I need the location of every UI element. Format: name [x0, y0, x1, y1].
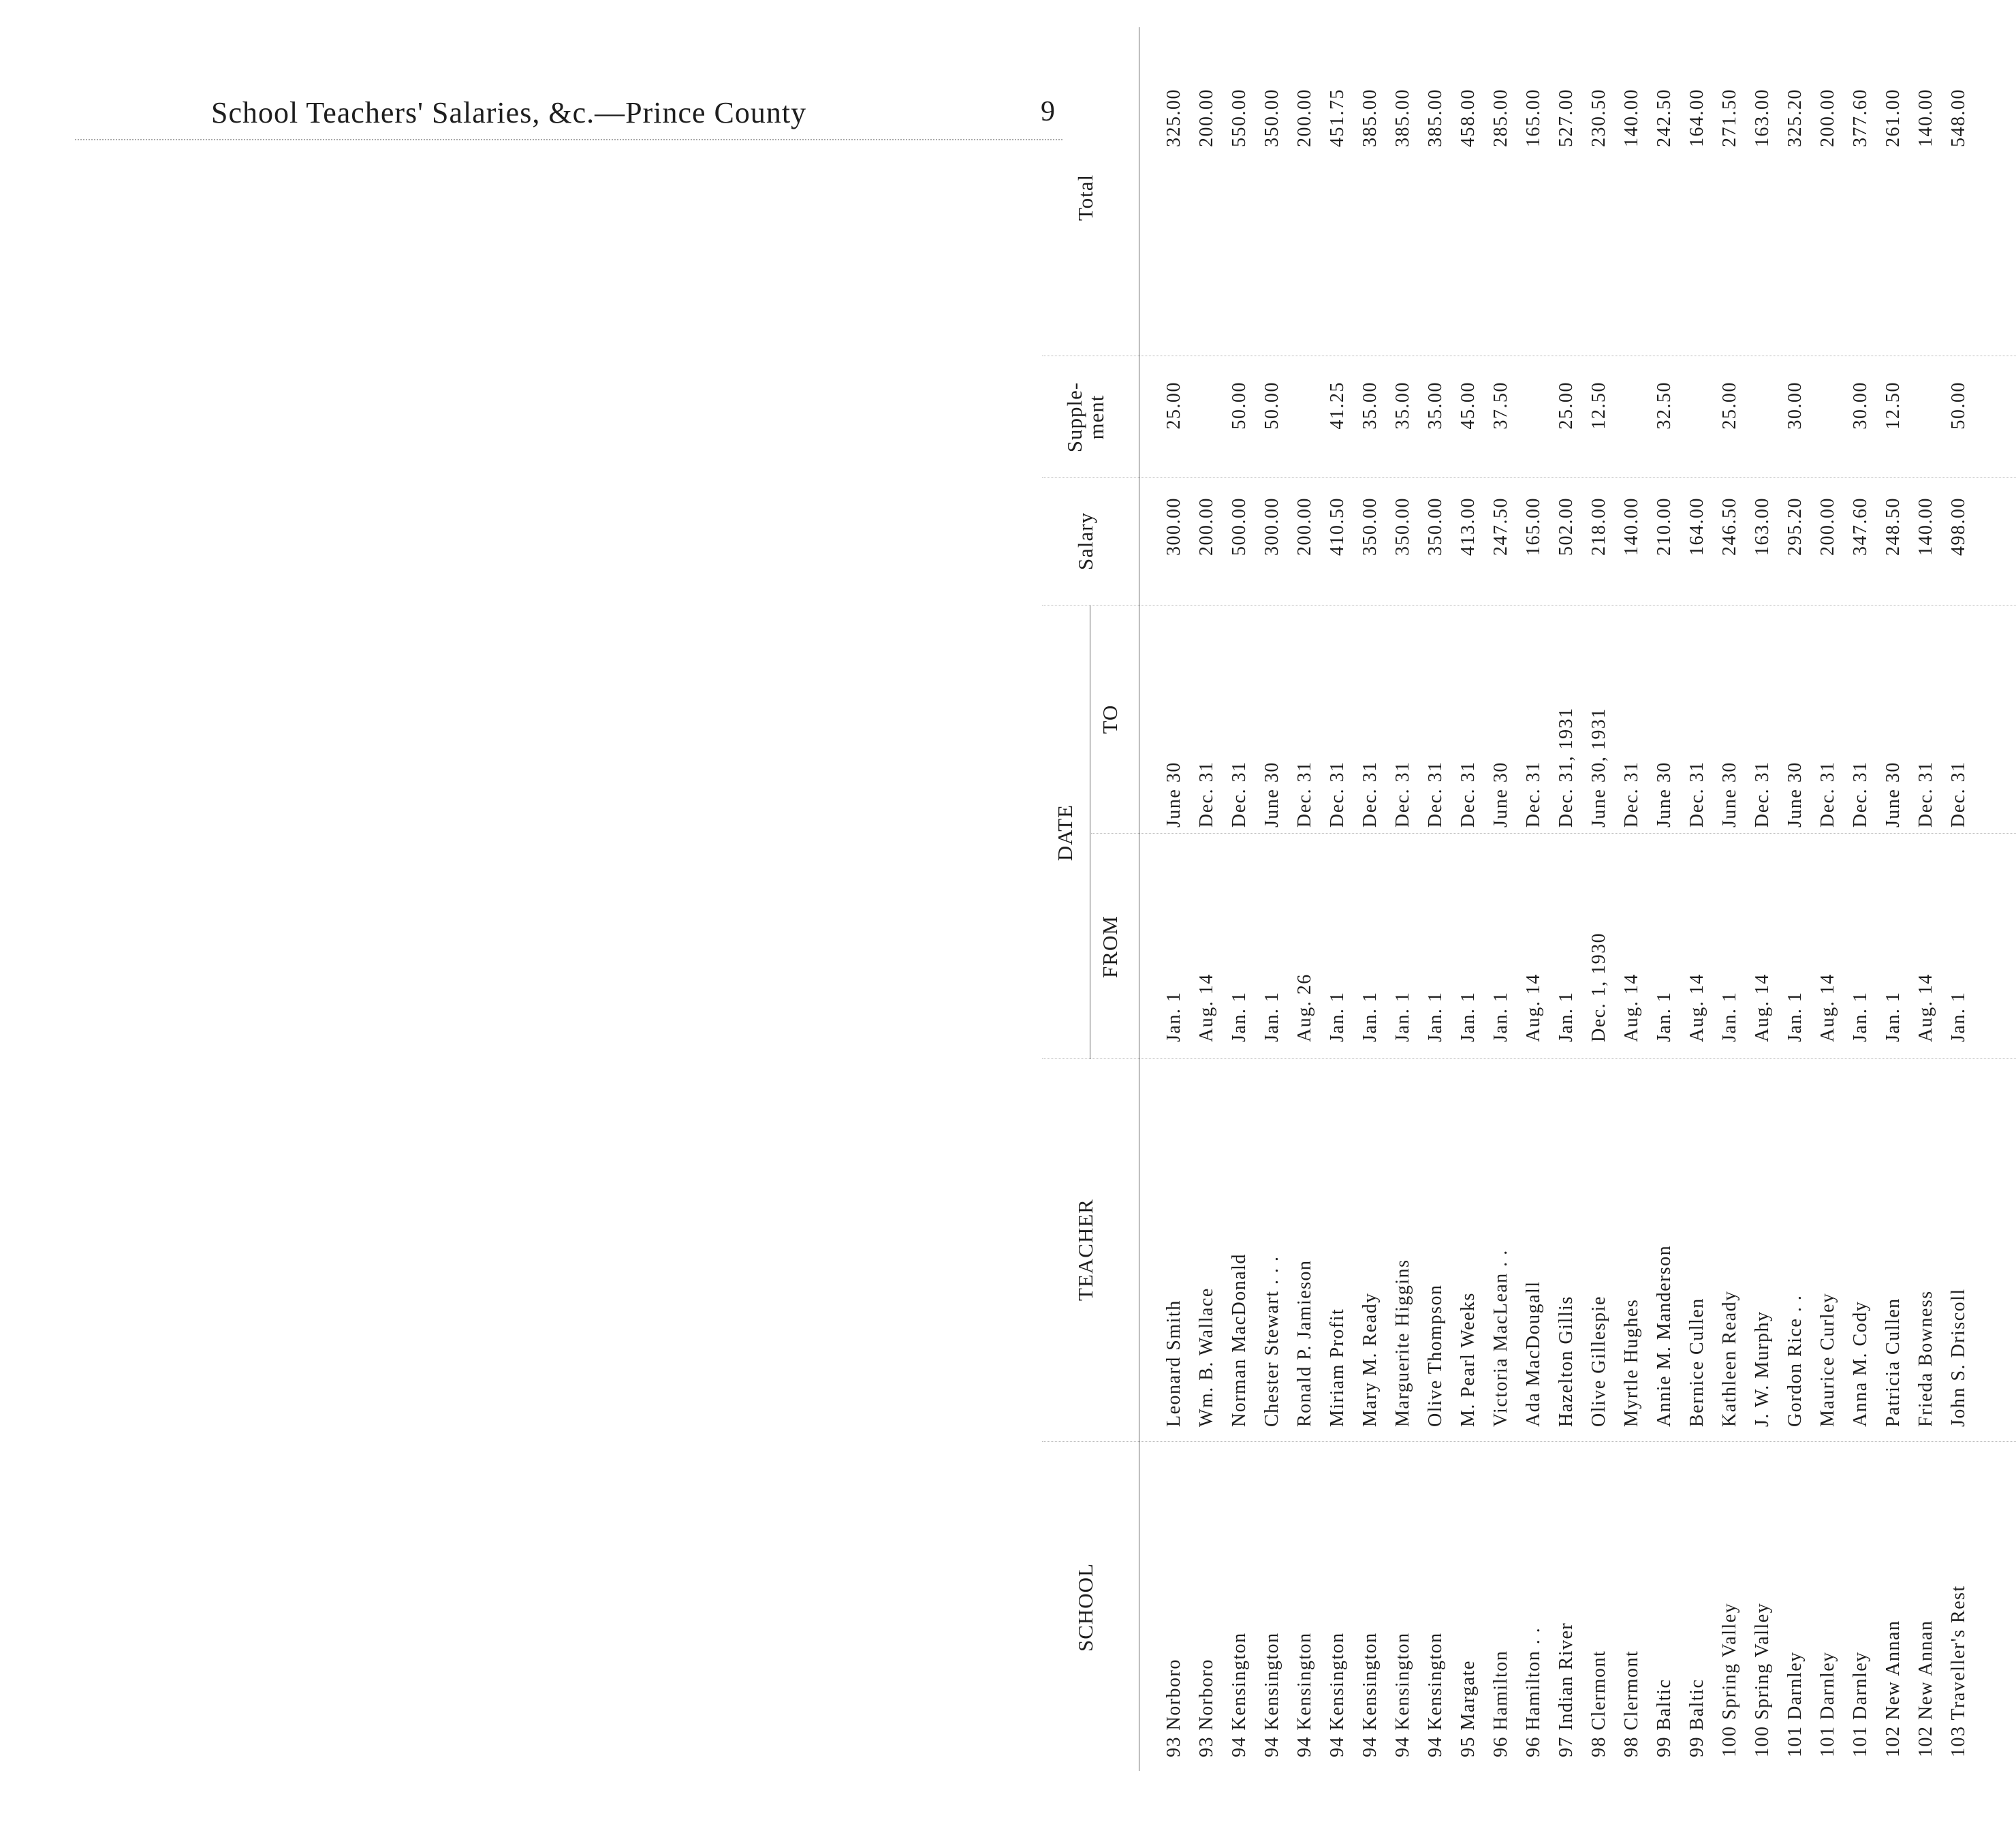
cell-school: 102 New Annan [1915, 1620, 1936, 1757]
cell-teacher: Ronald P. Jamieson [1294, 1259, 1315, 1427]
page-number: 9 [1041, 96, 1055, 127]
cell-total: 140.00 [1915, 89, 1936, 147]
table-row [1289, 27, 1321, 1771]
cell-teacher: Marguerite Higgins [1392, 1259, 1413, 1427]
cell-from: Jan. 1 [1654, 991, 1675, 1042]
cell-total: 163.00 [1752, 89, 1773, 147]
table-row [1681, 27, 1714, 1771]
column-header-school: SCHOOL [1073, 1563, 1097, 1652]
cell-from: Jan. 1 [1163, 991, 1184, 1042]
cell-salary: 248.50 [1883, 497, 1904, 556]
cell-teacher: Gordon Rice . . [1784, 1294, 1806, 1427]
cell-total: 325.20 [1784, 89, 1806, 147]
cell-supplement: 50.00 [1948, 381, 1969, 430]
table-row [1877, 27, 1910, 1771]
cell-from: Aug. 14 [1621, 973, 1642, 1042]
cell-teacher: J. W. Murphy [1752, 1310, 1773, 1427]
cell-teacher: Ada MacDougall [1523, 1280, 1544, 1427]
cell-school: 93 Norboro [1196, 1659, 1217, 1757]
cell-teacher: Miriam Profit [1327, 1308, 1348, 1427]
table-row [1321, 27, 1354, 1771]
cell-supplement: 35.00 [1392, 381, 1413, 430]
cell-teacher: Norman MacDonald [1229, 1253, 1250, 1427]
cell-supplement [1910, 381, 1942, 463]
cell-teacher: John S. Driscoll [1948, 1288, 1969, 1427]
table-row [1354, 27, 1387, 1771]
cell-school: 99 Baltic [1654, 1678, 1675, 1757]
cell-supplement: 45.00 [1458, 381, 1479, 430]
cell-school: 94 Kensington [1294, 1632, 1315, 1757]
cell-school: 95 Margate [1458, 1660, 1479, 1757]
cell-school: 99 Baltic [1686, 1678, 1707, 1757]
table-row [1648, 27, 1681, 1771]
cell-to: Dec. 31 [1196, 761, 1217, 828]
salary-table [1042, 27, 2016, 1771]
cell-total: 242.50 [1654, 89, 1675, 147]
page-title: School Teachers' Salaries, &c.—Prince County [211, 96, 807, 129]
cell-school: 100 Spring Valley [1752, 1602, 1773, 1757]
cell-to: Dec. 31 [1686, 761, 1707, 828]
cell-supplement: 35.00 [1425, 381, 1446, 430]
cell-total: 550.00 [1229, 89, 1250, 147]
cell-salary: 410.50 [1327, 497, 1348, 556]
cell-from: Aug. 26 [1294, 973, 1315, 1042]
cell-teacher: Wm. B. Wallace [1196, 1287, 1217, 1427]
cell-school: 101 Darnley [1784, 1651, 1806, 1757]
cell-from: Jan. 1 [1392, 991, 1413, 1042]
cell-to: June 30 [1490, 761, 1511, 828]
cell-salary: 200.00 [1817, 497, 1838, 556]
cell-teacher: Kathleen Ready [1719, 1290, 1740, 1427]
cell-total: 385.00 [1425, 89, 1446, 147]
column-header-total: Total [1073, 174, 1097, 221]
table-row [1517, 27, 1550, 1771]
cell-school: 102 New Annan [1883, 1620, 1904, 1757]
cell-total: 458.00 [1458, 89, 1479, 147]
cell-salary: 347.60 [1850, 497, 1871, 556]
cell-from: Jan. 1 [1556, 991, 1577, 1042]
cell-supplement: 25.00 [1719, 381, 1740, 430]
table-body [1158, 27, 1975, 1771]
cell-to: Dec. 31 [1850, 761, 1871, 828]
cell-supplement [1681, 381, 1714, 463]
cell-supplement: 25.00 [1163, 381, 1184, 430]
table-row [1910, 27, 1942, 1771]
cell-supplement: 50.00 [1261, 381, 1282, 430]
cell-total: 165.00 [1523, 89, 1544, 147]
column-header-salary: Salary [1073, 512, 1097, 571]
cell-salary: 140.00 [1915, 497, 1936, 556]
cell-total: 164.00 [1686, 89, 1707, 147]
table-row [1256, 27, 1289, 1771]
cell-teacher: Chester Stewart . . . [1261, 1255, 1282, 1427]
cell-salary: 500.00 [1229, 497, 1250, 556]
cell-teacher: Annie M. Manderson [1654, 1244, 1675, 1427]
supplement-header-line2: ment [1084, 394, 1108, 440]
header-divider [75, 139, 1062, 140]
table-row [1485, 27, 1517, 1771]
page-header [0, 95, 1139, 136]
cell-supplement [1517, 381, 1550, 463]
cell-total: 200.00 [1817, 89, 1838, 147]
cell-salary: 502.00 [1556, 497, 1577, 556]
cell-to: June 30, 1931 [1588, 708, 1609, 828]
cell-supplement: 12.50 [1588, 381, 1609, 430]
cell-salary: 498.00 [1948, 497, 1969, 556]
cell-salary: 295.20 [1784, 497, 1806, 556]
cell-to: Dec. 31 [1752, 761, 1773, 828]
cell-teacher: Myrtle Hughes [1621, 1298, 1642, 1427]
cell-supplement [1812, 381, 1844, 463]
cell-from: Jan. 1 [1425, 991, 1446, 1042]
cell-teacher: Hazelton Gillis [1556, 1295, 1577, 1427]
cell-total: 140.00 [1621, 89, 1642, 147]
cell-from: Jan. 1 [1229, 991, 1250, 1042]
table-row [1191, 27, 1223, 1771]
cell-school: 96 Hamilton [1490, 1650, 1511, 1757]
column-header-to: TO [1098, 704, 1122, 734]
cell-from: Aug. 14 [1752, 973, 1773, 1042]
cell-school: 94 Kensington [1425, 1632, 1446, 1757]
cell-total: 271.50 [1719, 89, 1740, 147]
cell-supplement: 50.00 [1229, 381, 1250, 430]
cell-to: Dec. 31 [1425, 761, 1446, 828]
cell-total: 527.00 [1556, 89, 1577, 147]
cell-school: 94 Kensington [1327, 1632, 1348, 1757]
cell-to: June 30 [1261, 761, 1282, 828]
cell-total: 325.00 [1163, 89, 1184, 147]
table-row [1746, 27, 1779, 1771]
cell-salary: 200.00 [1294, 497, 1315, 556]
cell-from: Jan. 1 [1490, 991, 1511, 1042]
cell-from: Dec. 1, 1930 [1588, 932, 1609, 1042]
cell-salary: 246.50 [1719, 497, 1740, 556]
cell-teacher: Olive Thompson [1425, 1284, 1446, 1427]
cell-school: 96 Hamilton . . [1523, 1626, 1544, 1757]
cell-to: June 30 [1719, 761, 1740, 828]
cell-school: 98 Clermont [1588, 1650, 1609, 1757]
cell-supplement: 37.50 [1490, 381, 1511, 430]
cell-supplement [1289, 381, 1321, 463]
cell-school: 101 Darnley [1850, 1651, 1871, 1757]
cell-salary: 210.00 [1654, 497, 1675, 556]
cell-to: Dec. 31 [1294, 761, 1315, 828]
cell-teacher: Anna M. Cody [1850, 1300, 1871, 1427]
cell-from: Jan. 1 [1948, 991, 1969, 1042]
cell-from: Jan. 1 [1883, 991, 1904, 1042]
cell-from: Jan. 1 [1719, 991, 1740, 1042]
cell-supplement: 32.50 [1654, 381, 1675, 430]
cell-to: Dec. 31 [1327, 761, 1348, 828]
cell-to: Dec. 31, 1931 [1556, 707, 1577, 828]
cell-total: 285.00 [1490, 89, 1511, 147]
cell-to: Dec. 31 [1229, 761, 1250, 828]
cell-supplement [1616, 381, 1648, 463]
cell-salary: 350.00 [1359, 497, 1381, 556]
cell-salary: 300.00 [1261, 497, 1282, 556]
cell-to: June 30 [1654, 761, 1675, 828]
cell-supplement: 30.00 [1784, 381, 1806, 430]
cell-total: 377.60 [1850, 89, 1871, 147]
cell-total: 230.50 [1588, 89, 1609, 147]
cell-supplement [1746, 381, 1779, 463]
cell-teacher: Bernice Cullen [1686, 1298, 1707, 1427]
column-header-date: DATE [1053, 804, 1077, 862]
cell-teacher: Mary M. Ready [1359, 1292, 1381, 1427]
cell-from: Jan. 1 [1327, 991, 1348, 1042]
cell-salary: 200.00 [1196, 497, 1217, 556]
cell-school: 94 Kensington [1359, 1632, 1381, 1757]
table-row [1616, 27, 1648, 1771]
cell-total: 548.00 [1948, 89, 1969, 147]
cell-school: 100 Spring Valley [1719, 1602, 1740, 1757]
cell-to: June 30 [1883, 761, 1904, 828]
cell-salary: 165.00 [1523, 497, 1544, 556]
table-row [1158, 27, 1191, 1771]
cell-teacher: Leonard Smith [1163, 1300, 1184, 1427]
cell-total: 451.75 [1327, 89, 1348, 147]
cell-total: 350.00 [1261, 89, 1282, 147]
cell-total: 200.00 [1196, 89, 1217, 147]
cell-supplement: 35.00 [1359, 381, 1381, 430]
table-row [1419, 27, 1452, 1771]
cell-from: Jan. 1 [1261, 991, 1282, 1042]
cell-school: 94 Kensington [1392, 1632, 1413, 1757]
cell-school: 94 Kensington [1261, 1632, 1282, 1757]
cell-salary: 247.50 [1490, 497, 1511, 556]
cell-from: Jan. 1 [1784, 991, 1806, 1042]
cell-to: June 30 [1163, 761, 1184, 828]
cell-to: Dec. 31 [1359, 761, 1381, 828]
column-header-teacher: TEACHER [1073, 1199, 1097, 1301]
cell-supplement: 30.00 [1850, 381, 1871, 430]
cell-to: Dec. 31 [1458, 761, 1479, 828]
cell-from: Aug. 14 [1523, 973, 1544, 1042]
cell-to: Dec. 31 [1392, 761, 1413, 828]
cell-teacher: Victoria MacLean . . [1490, 1249, 1511, 1427]
cell-salary: 163.00 [1752, 497, 1773, 556]
table-row [1550, 27, 1583, 1771]
cell-from: Aug. 14 [1196, 973, 1217, 1042]
column-header-from: FROM [1098, 915, 1122, 978]
cell-school: 97 Indian River [1556, 1622, 1577, 1757]
cell-from: Aug. 14 [1686, 973, 1707, 1042]
table-row [1714, 27, 1746, 1771]
cell-total: 385.00 [1359, 89, 1381, 147]
cell-supplement [1191, 381, 1223, 463]
cell-supplement: 25.00 [1556, 381, 1577, 430]
cell-teacher: M. Pearl Weeks [1458, 1292, 1479, 1427]
cell-supplement: 41.25 [1327, 381, 1348, 430]
cell-teacher: Frieda Bowness [1915, 1290, 1936, 1427]
cell-from: Jan. 1 [1850, 991, 1871, 1042]
cell-from: Jan. 1 [1458, 991, 1479, 1042]
cell-salary: 164.00 [1686, 497, 1707, 556]
cell-total: 261.00 [1883, 89, 1904, 147]
cell-salary: 140.00 [1621, 497, 1642, 556]
cell-total: 385.00 [1392, 89, 1413, 147]
cell-salary: 350.00 [1425, 497, 1446, 556]
table-row [1844, 27, 1877, 1771]
column-header-supplement [1042, 358, 1129, 477]
table-row [1812, 27, 1844, 1771]
cell-from: Aug. 14 [1817, 973, 1838, 1042]
cell-to: Dec. 31 [1948, 761, 1969, 828]
cell-salary: 300.00 [1163, 497, 1184, 556]
cell-school: 98 Clermont [1621, 1650, 1642, 1757]
cell-supplement: 12.50 [1883, 381, 1904, 430]
table-row [1452, 27, 1485, 1771]
table-row [1223, 27, 1256, 1771]
cell-salary: 413.00 [1458, 497, 1479, 556]
table-row [1583, 27, 1616, 1771]
cell-salary: 218.00 [1588, 497, 1609, 556]
cell-total: 200.00 [1294, 89, 1315, 147]
table-row [1779, 27, 1812, 1771]
cell-school: 93 Norboro [1163, 1659, 1184, 1757]
cell-from: Jan. 1 [1359, 991, 1381, 1042]
cell-to: Dec. 31 [1817, 761, 1838, 828]
supplement-header-line1: Supple- [1062, 381, 1086, 453]
cell-to: Dec. 31 [1523, 761, 1544, 828]
table-row [1942, 27, 1975, 1771]
cell-to: Dec. 31 [1621, 761, 1642, 828]
cell-teacher: Olive Gillespie [1588, 1295, 1609, 1427]
cell-school: 94 Kensington [1229, 1632, 1250, 1757]
cell-teacher: Patricia Cullen [1883, 1298, 1904, 1427]
cell-to: Dec. 31 [1915, 761, 1936, 828]
cell-teacher: Maurice Curley [1817, 1292, 1838, 1427]
cell-salary: 350.00 [1392, 497, 1413, 556]
cell-school: 101 Darnley [1817, 1651, 1838, 1757]
table-row [1387, 27, 1419, 1771]
cell-school: 103 Traveller's Rest [1948, 1585, 1969, 1757]
cell-to: June 30 [1784, 761, 1806, 828]
cell-from: Aug. 14 [1915, 973, 1936, 1042]
